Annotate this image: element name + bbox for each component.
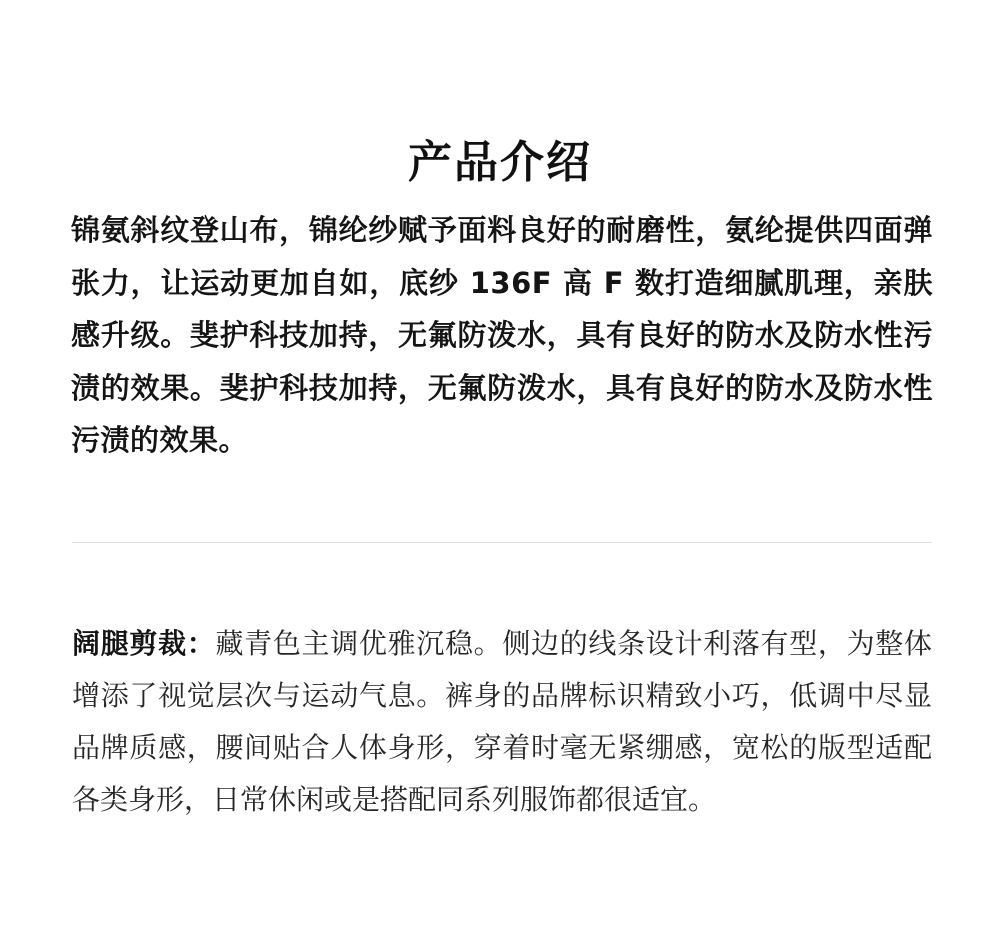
section-divider bbox=[72, 542, 932, 543]
product-intro-paragraph: 锦氨斜纹登山布，锦纶纱赋予面料良好的耐磨性，氨纶提供四面弹张力，让运动更加自如，底纱 136F 高 F 数打造细腻肌理，亲肤感升级。斐护科技加持，无氟防泼水，具有良好的防水及防水性污渍的效果。斐护科技加持，无氟防泼水，具有良好的防水及防水性污渍的效果。 bbox=[71, 213, 933, 457]
details-label: 阔腿剪裁： bbox=[72, 627, 216, 660]
details-text: 藏青色主调优雅沉稳。侧边的线条设计利落有型，为整体增添了视觉层次与运动气息。裤身的品牌标识精致小巧，低调中尽显品牌质感，腰间贴合人体身形，穿着时毫无紧绷感，宽松的版型适配各类身形，日常休闲或是搭配同系列服饰都很适宜。 bbox=[72, 627, 932, 816]
details-paragraph bbox=[72, 618, 932, 826]
page-title: 产品介绍 bbox=[408, 137, 592, 189]
